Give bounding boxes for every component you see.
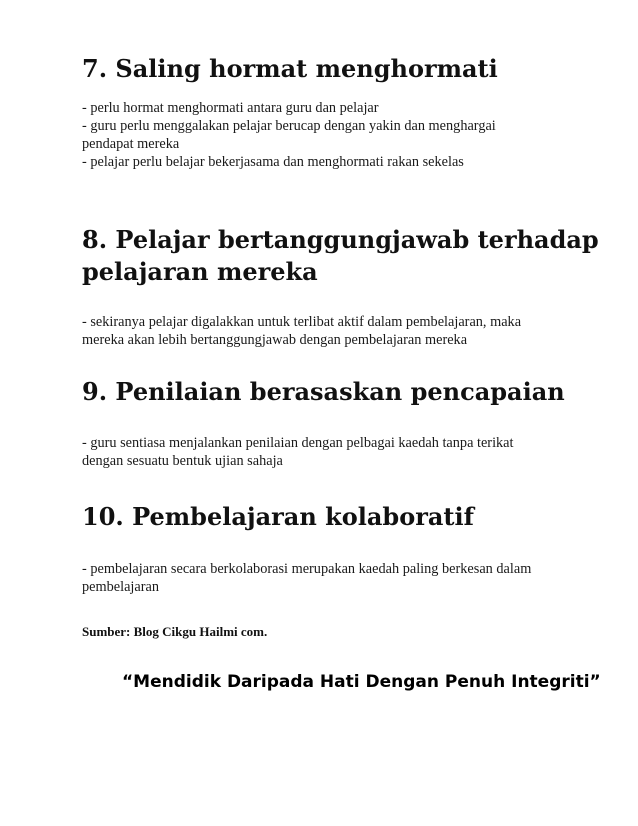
section-7-body (82, 99, 612, 171)
section-9-heading (82, 376, 565, 408)
section-7-heading (82, 53, 498, 85)
section-9-body (82, 434, 612, 470)
heading-line: 9. Penilaian berasaskan pencapaian (82, 377, 565, 406)
body-line: dengan sesuatu bentuk ujian sahaja (82, 453, 283, 469)
section-8-heading (82, 224, 599, 288)
heading-line: 8. Pelajar bertanggungjawab terhadap (82, 225, 599, 254)
body-line: - guru perlu menggalakan pelajar berucap dengan yakin dan menghargai (82, 118, 496, 134)
motto-quote: “Mendidik Daripada Hati Dengan Penuh Integriti” (122, 672, 601, 692)
heading-line: 10. Pembelajaran kolaboratif (82, 502, 474, 531)
body-line: - pembelajaran secara berkolaborasi merupakan kaedah paling berkesan dalam (82, 561, 532, 577)
body-line: pendapat mereka (82, 136, 180, 152)
body-line: - perlu hormat menghormati antara guru dan pelajar (82, 100, 379, 116)
heading-line: pelajaran mereka (82, 257, 318, 286)
body-line: - sekiranya pelajar digalakkan untuk terlibat aktif dalam pembelajaran, maka (82, 314, 522, 330)
body-line: mereka akan lebih bertanggungjawab dengan pembelajaran mereka (82, 332, 468, 348)
body-line: - guru sentiasa menjalankan penilaian dengan pelbagai kaedah tanpa terikat (82, 435, 514, 451)
section-10-body (82, 560, 612, 596)
section-10-heading (82, 501, 474, 533)
section-8-body (82, 313, 612, 349)
source-credit: Sumber: Blog Cikgu Hailmi com. (82, 624, 268, 639)
body-line: - pelajar perlu belajar bekerjasama dan menghormati rakan sekelas (82, 154, 464, 170)
body-line: pembelajaran (82, 579, 159, 595)
heading-line: 7. Saling hormat menghormati (82, 54, 498, 83)
